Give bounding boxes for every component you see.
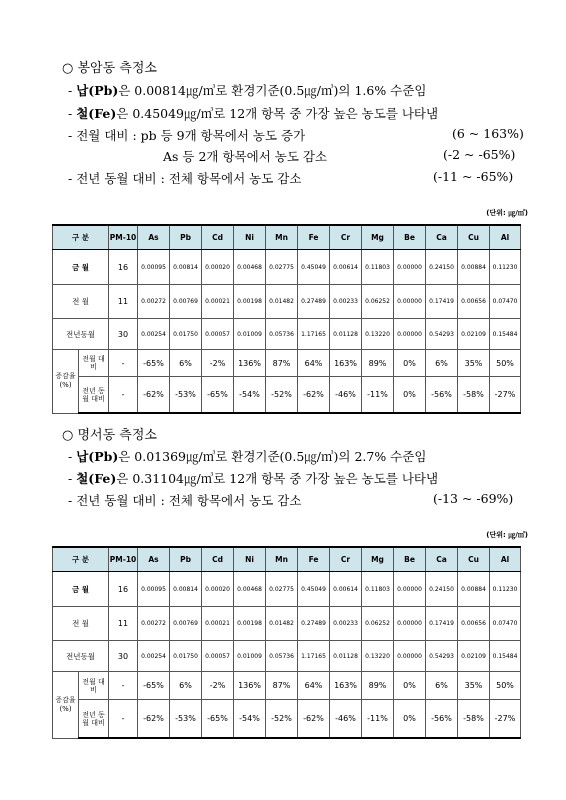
- value-cell: 0.05736: [266, 641, 298, 672]
- value-cell: 0.00884: [458, 572, 490, 607]
- value-cell: 0.15484: [490, 319, 521, 350]
- value-cell: -65%: [202, 700, 234, 739]
- range-text: (-11 ~ -65%): [433, 169, 514, 184]
- row-label: 전 월: [53, 607, 109, 641]
- value-cell: 0.07470: [490, 607, 521, 641]
- row-label: 전월 대비: [79, 672, 109, 700]
- bullet-line: [163, 147, 327, 165]
- value-cell: -11%: [362, 377, 394, 414]
- header-cell: Cd: [202, 547, 234, 572]
- value-cell: 0%: [394, 672, 426, 700]
- value-cell: 136%: [234, 672, 266, 700]
- bullet-text: 전월 대비 : pb 등 9개 항목에서 농도 증가: [76, 128, 306, 143]
- value-cell: -56%: [426, 377, 458, 414]
- bullet-text: 전년 동월 대비 : 전체 항목에서 농도 감소: [76, 171, 302, 186]
- value-cell: 1.17165: [298, 319, 330, 350]
- value-cell: 0.24150: [426, 250, 458, 285]
- header-cell: Be: [394, 547, 426, 572]
- row-label: 전월 대비: [79, 350, 109, 377]
- value-cell: 0.00814: [170, 572, 202, 607]
- value-cell: 136%: [234, 350, 266, 377]
- value-cell: 35%: [458, 672, 490, 700]
- value-cell: -65%: [202, 377, 234, 414]
- header-cell: 구 분: [53, 547, 109, 572]
- value-cell: 0.13220: [362, 641, 394, 672]
- value-cell: -52%: [266, 377, 298, 414]
- header-cell: Ca: [426, 225, 458, 250]
- pm10-cell: 30: [109, 319, 138, 350]
- value-cell: -65%: [138, 672, 170, 700]
- value-cell: 0.00769: [170, 285, 202, 319]
- bullet-line: [68, 491, 301, 509]
- value-cell: 89%: [362, 672, 394, 700]
- value-cell: 0.01482: [266, 285, 298, 319]
- value-cell: 0.00000: [394, 572, 426, 607]
- range-text: (-2 ~ -65%): [443, 147, 516, 162]
- value-cell: -2%: [202, 672, 234, 700]
- value-cell: 163%: [330, 350, 362, 377]
- value-cell: 0.17419: [426, 285, 458, 319]
- value-cell: 0.00021: [202, 607, 234, 641]
- row-label: 금 월: [53, 572, 109, 607]
- value-cell: 0.24150: [426, 572, 458, 607]
- header-cell: Cr: [330, 225, 362, 250]
- header-cell: Mn: [266, 547, 298, 572]
- pm10-cell: 16: [109, 250, 138, 285]
- value-cell: 0.00272: [138, 285, 170, 319]
- row-label: 전년동월: [53, 319, 109, 350]
- value-cell: 0.00233: [330, 285, 362, 319]
- value-cell: 0.00614: [330, 572, 362, 607]
- value-cell: 0.00254: [138, 319, 170, 350]
- value-cell: -53%: [170, 377, 202, 414]
- bullet-line: [68, 169, 301, 187]
- bullet-prefix: -: [68, 171, 77, 186]
- table-row: [53, 377, 521, 414]
- bullet-text: 은 0.00814㎍/㎥로 환경기준(0.5㎍/㎥)의 1.6% 수준임: [118, 83, 427, 98]
- value-cell: 0.00656: [458, 607, 490, 641]
- value-cell: 0.00468: [234, 572, 266, 607]
- value-cell: -46%: [330, 700, 362, 739]
- value-cell: 0.00000: [394, 250, 426, 285]
- value-cell: 0.02775: [266, 572, 298, 607]
- header-cell: Cd: [202, 225, 234, 250]
- header-cell: Pb: [170, 225, 202, 250]
- value-cell: -54%: [234, 700, 266, 739]
- bullet-bold: 철(Fe): [76, 471, 117, 486]
- header-cell: Fe: [298, 547, 330, 572]
- value-cell: -62%: [138, 377, 170, 414]
- value-cell: 0%: [394, 700, 426, 739]
- header-cell: Mg: [362, 225, 394, 250]
- value-cell: 0.01128: [330, 319, 362, 350]
- value-cell: 87%: [266, 350, 298, 377]
- value-cell: 0.02109: [458, 319, 490, 350]
- value-cell: 0.27489: [298, 607, 330, 641]
- row-label: 전 월: [53, 285, 109, 319]
- value-cell: 35%: [458, 350, 490, 377]
- value-cell: 64%: [298, 672, 330, 700]
- value-cell: 0.00000: [394, 641, 426, 672]
- bullet-line: [68, 469, 438, 487]
- table-row: [53, 319, 521, 350]
- value-cell: 0.06252: [362, 285, 394, 319]
- change-group-label: 증감율 (%): [53, 350, 79, 414]
- header-cell: PM-10: [109, 225, 138, 250]
- value-cell: -53%: [170, 700, 202, 739]
- value-cell: 0.11803: [362, 250, 394, 285]
- value-cell: 0.11230: [490, 250, 521, 285]
- bullet-line: [68, 126, 305, 144]
- value-cell: 0.11230: [490, 572, 521, 607]
- bullet-text: As 등 2개 항목에서 농도 감소: [163, 149, 328, 164]
- table-header-row: [53, 547, 521, 572]
- value-cell: 0.00198: [234, 607, 266, 641]
- bullet-text: 은 0.31104㎍/㎥로 12개 항목 중 가장 높은 농도를 나타냄: [116, 471, 439, 486]
- pm10-cell: 30: [109, 641, 138, 672]
- value-cell: 0.15484: [490, 641, 521, 672]
- header-cell: Ca: [426, 547, 458, 572]
- value-cell: 0.01750: [170, 319, 202, 350]
- value-cell: 0.54293: [426, 319, 458, 350]
- bullet-prefix: -: [68, 493, 77, 508]
- pm10-cell: 16: [109, 572, 138, 607]
- value-cell: -46%: [330, 377, 362, 414]
- section-heading: ○ 명서동 측정소: [62, 428, 157, 443]
- header-cell: Be: [394, 225, 426, 250]
- value-cell: 0%: [394, 350, 426, 377]
- value-cell: -27%: [490, 377, 521, 414]
- value-cell: 64%: [298, 350, 330, 377]
- table-header-row: [53, 225, 521, 250]
- value-cell: 0.02775: [266, 250, 298, 285]
- value-cell: 0.00095: [138, 250, 170, 285]
- bullet-text: 은 0.45049㎍/㎥로 12개 항목 중 가장 높은 농도를 나타냄: [116, 106, 439, 121]
- value-cell: -52%: [266, 700, 298, 739]
- value-cell: 0.00000: [394, 607, 426, 641]
- value-cell: -54%: [234, 377, 266, 414]
- header-cell: Cr: [330, 547, 362, 572]
- header-cell: Ni: [234, 547, 266, 572]
- unit-label: (단위: ㎍/㎥): [486, 531, 528, 539]
- value-cell: 0%: [394, 377, 426, 414]
- bullet-line: [68, 447, 426, 465]
- value-cell: -65%: [138, 350, 170, 377]
- value-cell: 0.45049: [298, 572, 330, 607]
- header-cell: Cu: [458, 225, 490, 250]
- row-label: 금 월: [53, 250, 109, 285]
- value-cell: 89%: [362, 350, 394, 377]
- table-row: [53, 572, 521, 607]
- bullet-text: 전년 동월 대비 : 전체 항목에서 농도 감소: [76, 493, 302, 508]
- value-cell: 0.02109: [458, 641, 490, 672]
- value-cell: 0.54293: [426, 641, 458, 672]
- value-cell: 0.00198: [234, 285, 266, 319]
- value-cell: -11%: [362, 700, 394, 739]
- header-cell: Fe: [298, 225, 330, 250]
- bullet-prefix: -: [68, 471, 77, 486]
- value-cell: 87%: [266, 672, 298, 700]
- header-cell: 구 분: [53, 225, 109, 250]
- value-cell: 0.00769: [170, 607, 202, 641]
- value-cell: 0.01009: [234, 641, 266, 672]
- bullet-line: [68, 81, 426, 99]
- pm10-cell: 11: [109, 285, 138, 319]
- value-cell: -2%: [202, 350, 234, 377]
- value-cell: 0.27489: [298, 285, 330, 319]
- header-cell: Cu: [458, 547, 490, 572]
- value-cell: -27%: [490, 700, 521, 739]
- value-cell: 0.01482: [266, 607, 298, 641]
- value-cell: -62%: [298, 700, 330, 739]
- pm10-cell: -: [109, 700, 138, 739]
- value-cell: 0.11803: [362, 572, 394, 607]
- table-row: [53, 607, 521, 641]
- bullet-prefix: -: [68, 106, 77, 121]
- value-cell: 0.00884: [458, 250, 490, 285]
- value-cell: 50%: [490, 350, 521, 377]
- table-row: [53, 641, 521, 672]
- bullet-prefix: -: [68, 83, 77, 98]
- value-cell: 0.13220: [362, 319, 394, 350]
- row-label: 전년 동월 대비: [79, 377, 109, 414]
- bullet-bold: 철(Fe): [76, 106, 117, 121]
- value-cell: 0.00468: [234, 250, 266, 285]
- bullet-bold: 납(Pb): [76, 449, 119, 464]
- value-cell: 0.00057: [202, 319, 234, 350]
- value-cell: -58%: [458, 700, 490, 739]
- value-cell: 1.17165: [298, 641, 330, 672]
- header-cell: Ni: [234, 225, 266, 250]
- bullet-text: 은 0.01369㎍/㎥로 환경기준(0.5㎍/㎥)의 2.7% 수준임: [118, 449, 427, 464]
- change-group-label: 증감율 (%): [53, 672, 79, 739]
- header-cell: Al: [490, 547, 521, 572]
- range-text: (-13 ~ -69%): [433, 491, 514, 506]
- table-row: [53, 350, 521, 377]
- value-cell: 0.00814: [170, 250, 202, 285]
- pm10-cell: -: [109, 350, 138, 377]
- header-cell: PM-10: [109, 547, 138, 572]
- table-row: [53, 700, 521, 739]
- header-cell: Mg: [362, 547, 394, 572]
- measurement-table-bongam: [52, 224, 521, 414]
- table-row: [53, 285, 521, 319]
- bullet-prefix: -: [68, 449, 77, 464]
- unit-label: (단위: ㎍/㎥): [486, 209, 528, 217]
- pm10-cell: -: [109, 377, 138, 414]
- row-label: 전년동월: [53, 641, 109, 672]
- header-cell: Mn: [266, 225, 298, 250]
- value-cell: 0.00095: [138, 572, 170, 607]
- value-cell: -62%: [138, 700, 170, 739]
- value-cell: 0.00020: [202, 572, 234, 607]
- value-cell: 0.00020: [202, 250, 234, 285]
- bullet-line: [68, 104, 438, 122]
- value-cell: 0.05736: [266, 319, 298, 350]
- value-cell: 0.01128: [330, 641, 362, 672]
- value-cell: 0.00021: [202, 285, 234, 319]
- value-cell: 0.00254: [138, 641, 170, 672]
- value-cell: -58%: [458, 377, 490, 414]
- table-row: [53, 672, 521, 700]
- value-cell: 6%: [426, 350, 458, 377]
- value-cell: 163%: [330, 672, 362, 700]
- value-cell: 6%: [170, 350, 202, 377]
- range-text: (6 ~ 163%): [452, 126, 524, 141]
- value-cell: 0.00656: [458, 285, 490, 319]
- value-cell: 50%: [490, 672, 521, 700]
- pm10-cell: -: [109, 672, 138, 700]
- value-cell: 6%: [170, 672, 202, 700]
- value-cell: -56%: [426, 700, 458, 739]
- header-cell: As: [138, 225, 170, 250]
- measurement-table-myeongseo: [52, 546, 521, 739]
- value-cell: 0.07470: [490, 285, 521, 319]
- bullet-bold: 납(Pb): [76, 83, 119, 98]
- value-cell: 0.45049: [298, 250, 330, 285]
- value-cell: 0.00272: [138, 607, 170, 641]
- header-cell: Al: [490, 225, 521, 250]
- value-cell: 0.00000: [394, 285, 426, 319]
- value-cell: 0.17419: [426, 607, 458, 641]
- header-cell: Pb: [170, 547, 202, 572]
- value-cell: 0.00057: [202, 641, 234, 672]
- value-cell: 0.06252: [362, 607, 394, 641]
- bullet-prefix: -: [68, 128, 77, 143]
- value-cell: 0.01009: [234, 319, 266, 350]
- table-row: [53, 250, 521, 285]
- value-cell: -62%: [298, 377, 330, 414]
- row-label: 전년 동월 대비: [79, 700, 109, 739]
- header-cell: As: [138, 547, 170, 572]
- section-heading: ○ 봉암동 측정소: [62, 61, 157, 76]
- value-cell: 0.00614: [330, 250, 362, 285]
- value-cell: 6%: [426, 672, 458, 700]
- value-cell: 0.00233: [330, 607, 362, 641]
- pm10-cell: 11: [109, 607, 138, 641]
- value-cell: 0.00000: [394, 319, 426, 350]
- value-cell: 0.01750: [170, 641, 202, 672]
